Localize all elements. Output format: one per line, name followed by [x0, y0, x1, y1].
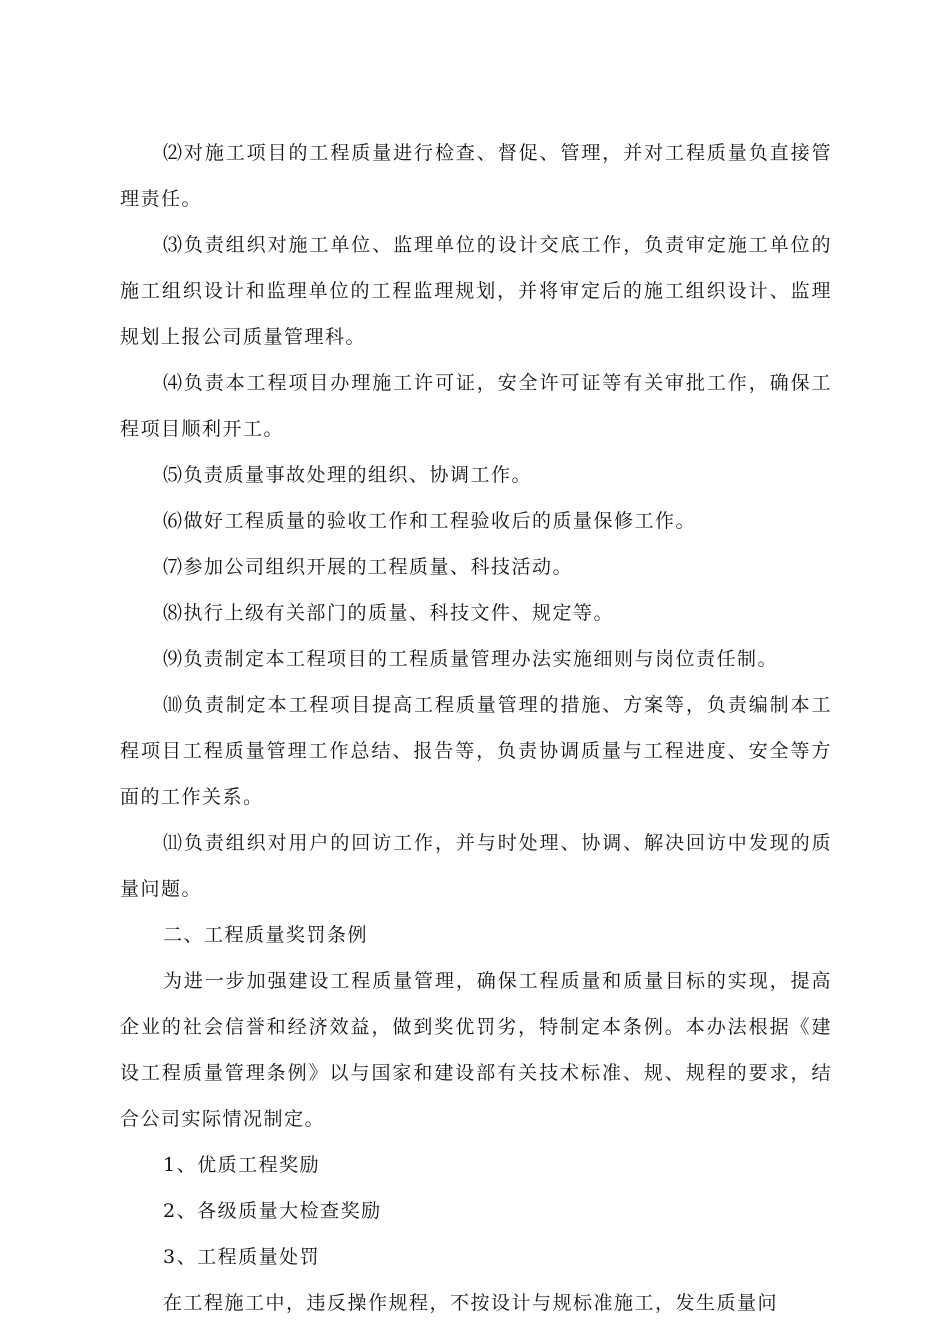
paragraph-item-11: ⑾负责组织对用户的回访工作，并与时处理、协调、解决回访中发现的质量问题。	[120, 832, 832, 900]
paragraph-item-9: ⑼负责制定本工程项目的工程质量管理办法实施细则与岗位责任制。	[163, 648, 779, 670]
penalty-paragraph: 在工程施工中，违反操作规程，不按设计与规标准施工，发生质量问	[163, 1292, 779, 1314]
paragraph-item-7: ⑺参加公司组织开展的工程质量、科技活动。	[163, 556, 574, 578]
document-body	[120, 130, 832, 1326]
section-intro-paragraph: 为进一步加强建设工程质量管理，确保工程质量和质量目标的实现，提高企业的社会信誉和经济效益，做到奖优罚劣，特制定本条例。本办法根据《建设工程质量管理条例》以与国家和建设部有关技术标准、规、规程的要求，结合公司实际情况制定。	[120, 970, 832, 1130]
paragraph-item-5: ⑸负责质量事故处理的组织、协调工作。	[163, 464, 533, 486]
subsection-heading-1: 1、优质工程奖励	[163, 1154, 321, 1176]
paragraph-item-4: ⑷负责本工程项目办理施工许可证，安全许可证等有关审批工作，确保工程项目顺利开工。	[120, 372, 832, 440]
section-heading: 二、工程质量奖罚条例	[163, 924, 369, 946]
paragraph-item-3: ⑶负责组织对施工单位、监理单位的设计交底工作，负责审定施工单位的施工组织设计和监理单位的工程监理规划，并将审定后的施工组织设计、监理规划上报公司质量管理科。	[120, 234, 832, 348]
subsection-heading-3: 3、工程质量处罚	[163, 1246, 321, 1268]
subsection-heading-2: 2、各级质量大检查奖励	[163, 1200, 382, 1222]
paragraph-item-10: ⑽负责制定本工程项目提高工程质量管理的措施、方案等，负责编制本工程项目工程质量管理工作总结、报告等，负责协调质量与工程进度、安全等方面的工作关系。	[120, 694, 832, 808]
paragraph-item-2: ⑵对施工项目的工程质量进行检查、督促、管理，并对工程质量负直接管理责任。	[120, 142, 832, 210]
paragraph-item-8: ⑻执行上级有关部门的质量、科技文件、规定等。	[163, 602, 615, 624]
paragraph-item-6: ⑹做好工程质量的验收工作和工程验收后的质量保修工作。	[163, 510, 697, 532]
